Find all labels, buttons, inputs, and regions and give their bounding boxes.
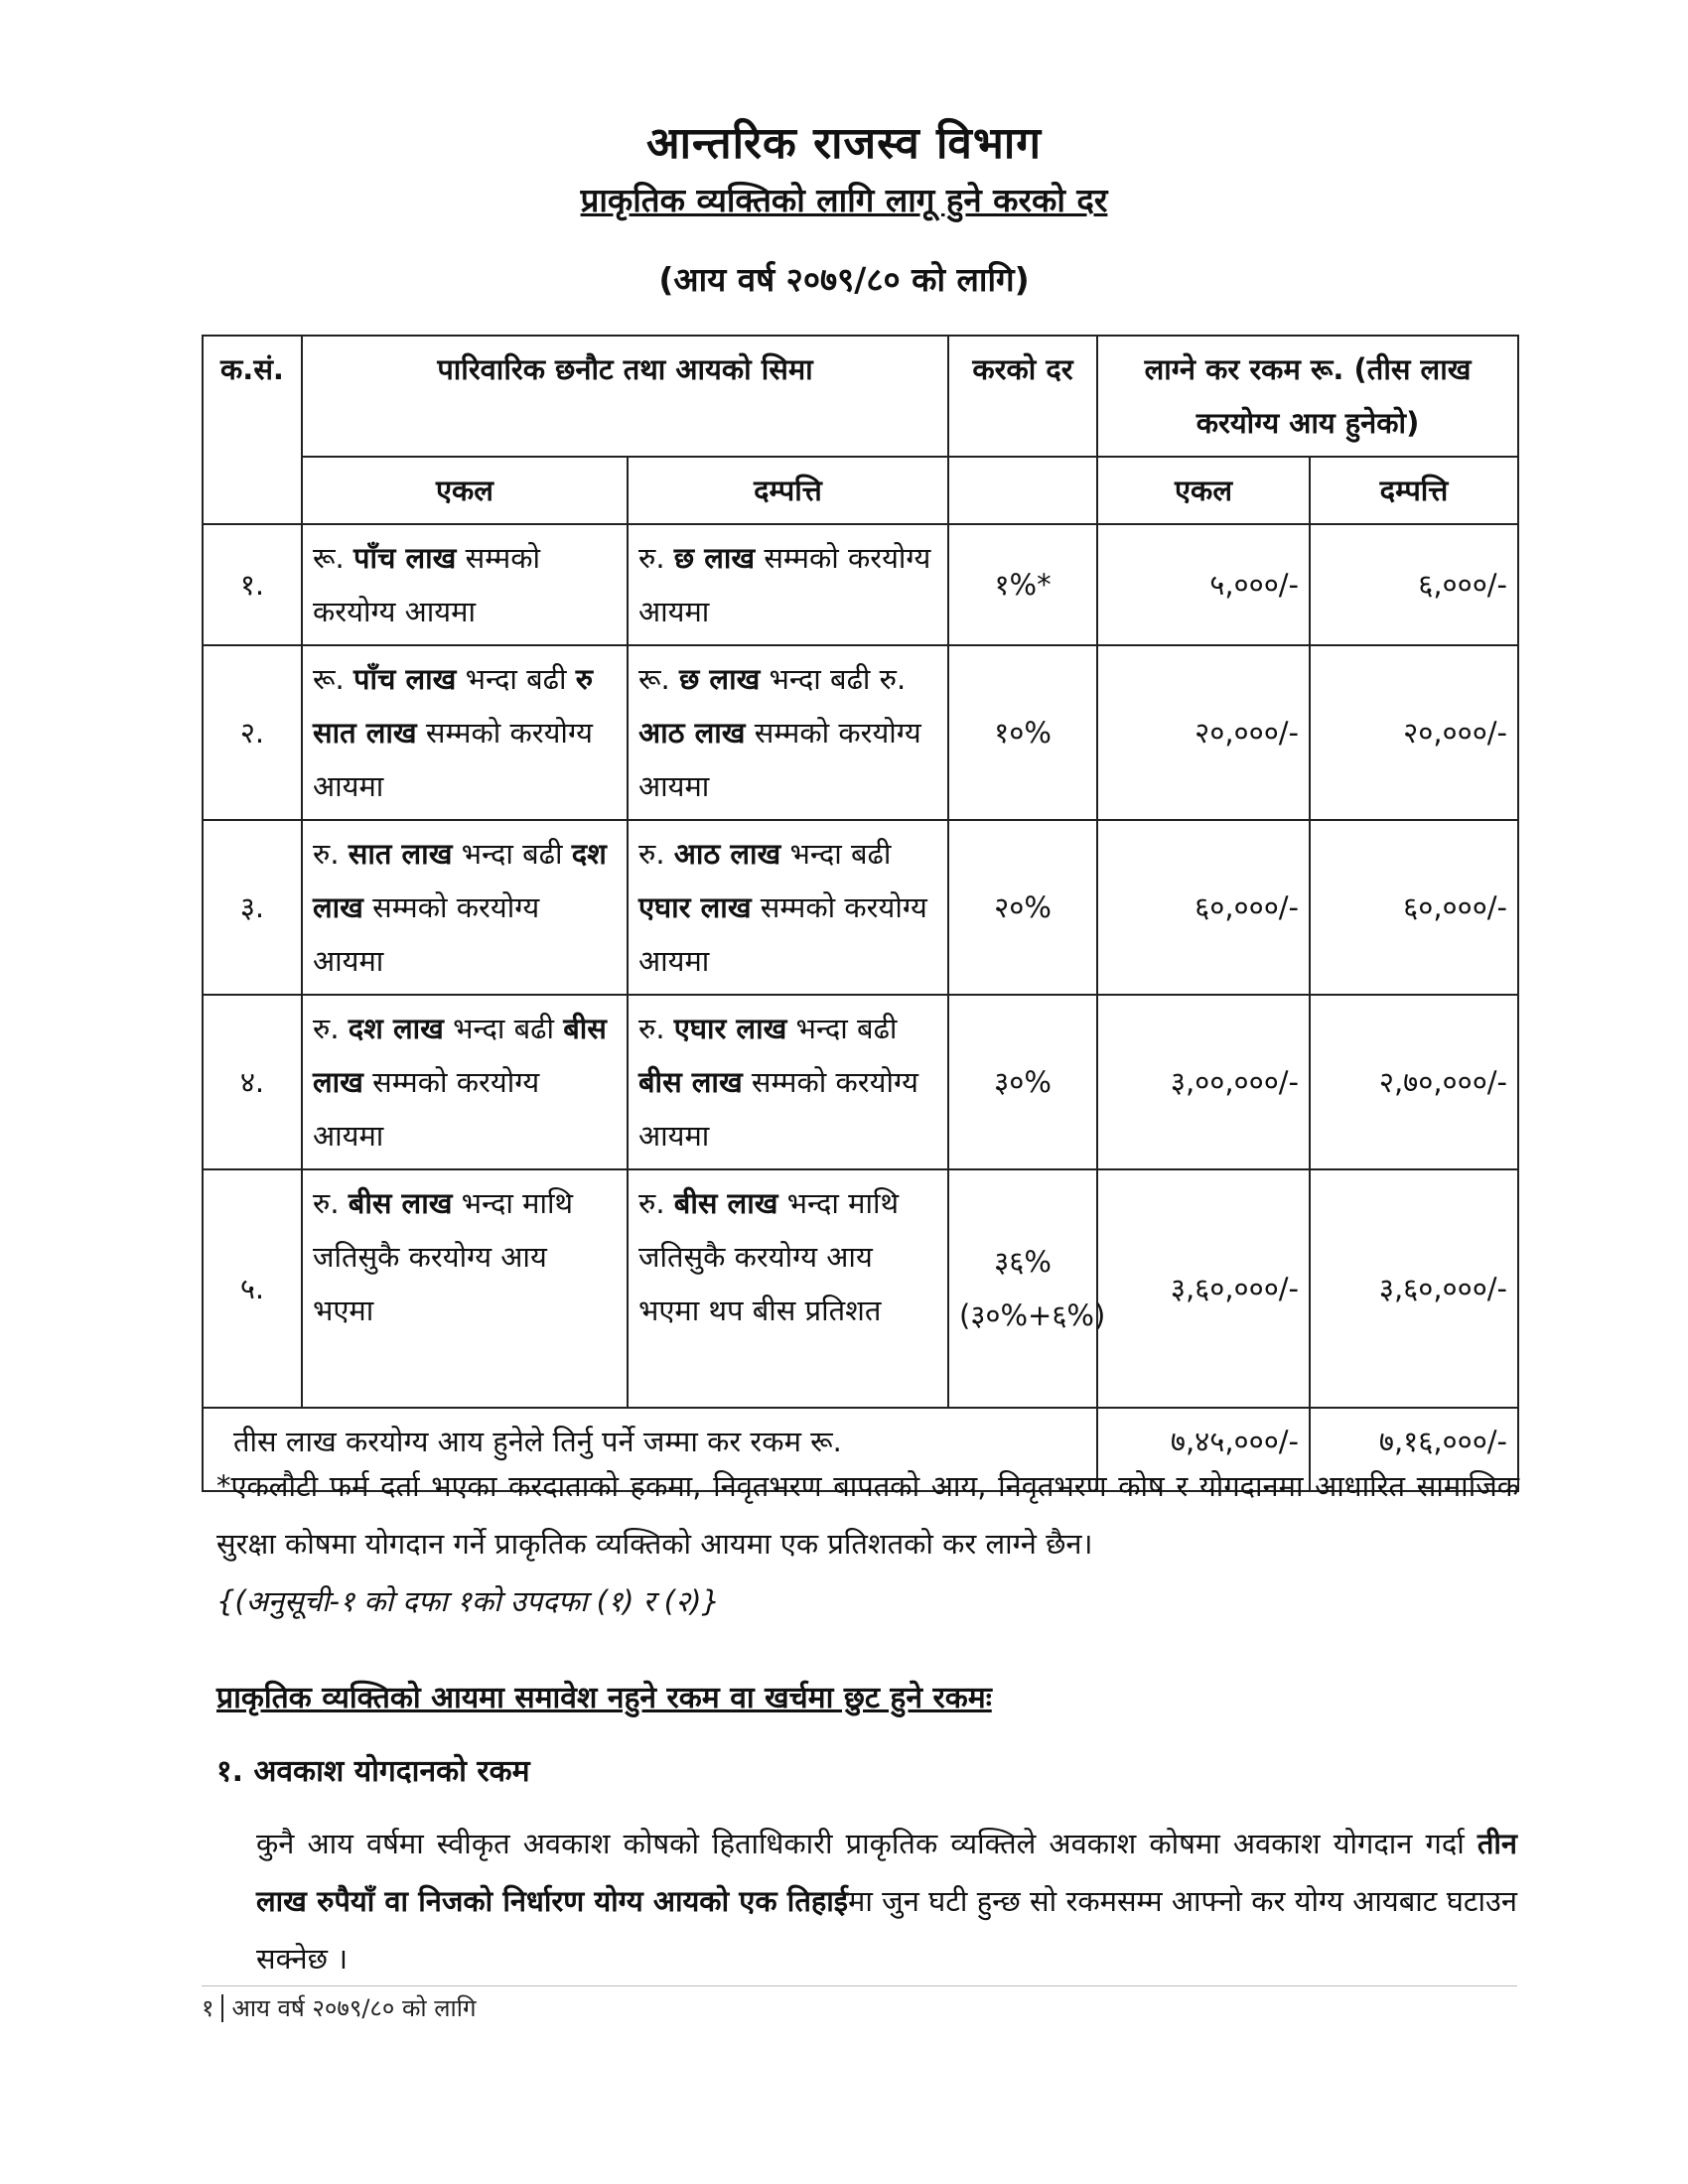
limit-text-fragment: पाँच लाख <box>352 662 457 696</box>
row-amount-single: ३,६०,०००/- <box>1097 1169 1310 1408</box>
tax-table-body <box>203 524 1518 1408</box>
fiscal-year-line: (आय वर्ष २०७९/८० को लागि) <box>658 260 1030 299</box>
limit-text-fragment: पाँच लाख <box>352 541 457 575</box>
row-amount-single: ५,०००/- <box>1097 524 1310 645</box>
limit-text-fragment: भन्दा बढी <box>456 662 576 696</box>
limit-text-fragment: रु. <box>313 837 349 871</box>
limit-text-fragment: सम्मको करयोग्य आयमा <box>638 890 927 978</box>
limit-text-fragment: दश लाख <box>348 1012 444 1045</box>
row-amount-couple: ६०,०००/- <box>1310 820 1518 995</box>
limit-text-fragment: भन्दा बढी <box>452 837 572 871</box>
row-limit-couple <box>628 995 948 1169</box>
row-limit-single <box>302 524 628 645</box>
item-heading: १. अवकाश योगदानको रकम <box>216 1754 530 1789</box>
limit-text-fragment: भन्दा माथि जतिसुकै करयोग्य आय भएमा थप बीस प्रतिशत <box>638 1186 900 1327</box>
limit-text-fragment: रु. <box>313 1012 349 1045</box>
row-amount-single: ६०,०००/- <box>1097 820 1310 995</box>
row-amount-single: ३,००,०००/- <box>1097 995 1310 1169</box>
limit-text-fragment: भन्दा बढी <box>780 837 892 871</box>
limit-text-fragment: सम्मको करयोग्य आयमा <box>638 716 921 803</box>
row-amount-couple: ६,०००/- <box>1310 524 1518 645</box>
table-row <box>203 1169 1518 1408</box>
item-text-part-1: कुनै आय वर्षमा स्वीकृत अवकाश कोषको हिताधिकारी प्राकृतिक व्यक्तिले अवकाश कोषमा अवकाश योगदान गर्दा <box>256 1827 1477 1860</box>
limit-text-fragment: रु. <box>638 1186 674 1220</box>
limit-text-fragment: सम्मको करयोग्य आयमा <box>313 1065 540 1153</box>
limit-text-fragment: भन्दा बढी <box>443 1012 564 1045</box>
row-amount-couple: ३,६०,०००/- <box>1310 1169 1518 1408</box>
subheader-couple-amount: दम्पत्ति <box>1310 457 1518 524</box>
limit-text-fragment: रू. <box>313 662 353 696</box>
footnote-text: *एकलौटी फर्म दर्ता भएका करदाताको हकमा, निवृतभरण बापतको आय, निवृतभरण कोष र योगदानमा आधारित सामाजिक सुरक्षा कोषमा योगदान गर्ने प्राकृतिक व्यक्तिको आयमा एक प्रतिशतको कर लाग्ने छैन। <box>216 1469 1519 1561</box>
limit-text-fragment: रु. <box>638 1012 674 1045</box>
table-row <box>203 995 1518 1169</box>
limit-text-fragment: भन्दा बढी रु. <box>760 662 907 696</box>
limit-text-fragment: आठ लाख <box>638 716 746 750</box>
row-serial: ४. <box>203 995 302 1169</box>
section-heading: प्राकृतिक व्यक्तिको आयमा समावेश नहुने रकम वा खर्चमा छुट हुने रकमः <box>216 1681 992 1715</box>
footer-divider <box>202 1985 1517 1986</box>
header-limit: पारिवारिक छनौट तथा आयको सिमा <box>302 336 948 457</box>
row-serial: १. <box>203 524 302 645</box>
total-label: तीस लाख करयोग्य आय हुनेले तिर्नु पर्ने जम्मा कर रकम रू. <box>203 1408 1097 1491</box>
limit-text-fragment: रू. <box>638 662 679 696</box>
table-row <box>203 645 1518 820</box>
limit-text-fragment: सम्मको करयोग्य आयमा <box>638 541 931 628</box>
limit-text-fragment: सात लाख <box>348 837 453 871</box>
row-limit-single <box>302 645 628 820</box>
row-limit-couple <box>628 1169 948 1408</box>
item-text-bold: तीन लाख रुपैयाँ वा निजको निर्धारण योग्य आयको एक तिहाई <box>256 1827 1517 1918</box>
limit-text-fragment: बीस लाख <box>673 1186 778 1220</box>
limit-text-fragment: सम्मको करयोग्य आयमा <box>313 716 593 803</box>
item-paragraph <box>256 1815 1517 1987</box>
limit-text-fragment: सम्मको करयोग्य आयमा <box>313 541 540 628</box>
tax-rate-table <box>202 335 1519 1492</box>
header-serial: क.सं. <box>203 336 302 524</box>
limit-text-fragment: एघार लाख <box>638 890 752 924</box>
row-rate: २०% <box>948 820 1097 995</box>
row-limit-couple <box>628 524 948 645</box>
header-amount: लाग्ने कर रकम रू. (तीस लाख करयोग्य आय हुनेको) <box>1097 336 1518 457</box>
total-single: ७,४५,०००/- <box>1097 1408 1310 1491</box>
row-amount-couple: २,७०,०००/- <box>1310 995 1518 1169</box>
limit-text-fragment: एघार लाख <box>673 1012 787 1045</box>
row-limit-single <box>302 820 628 995</box>
limit-text-fragment: सम्मको करयोग्य आयमा <box>313 890 540 978</box>
row-amount-couple: २०,०००/- <box>1310 645 1518 820</box>
row-serial: २. <box>203 645 302 820</box>
item-text-part-2: मा जुन घटी हुन्छ सो रकमसम्म आफ्नो कर योग्य आयबाट घटाउन सक्नेछ । <box>256 1884 1517 1976</box>
limit-text-fragment: आठ लाख <box>673 837 781 871</box>
limit-text-fragment: बीस लाख <box>638 1065 743 1099</box>
row-amount-single: २०,०००/- <box>1097 645 1310 820</box>
limit-text-fragment: बीस लाख <box>348 1186 453 1220</box>
limit-text-fragment: भन्दा माथि जतिसुकै करयोग्य आय भएमा <box>313 1186 574 1327</box>
limit-text-fragment: रु सात लाख <box>313 662 594 750</box>
footnote-citation: {(अनुसूची-१ को दफा १को उपदफा (१) र (२)} <box>216 1584 720 1618</box>
row-limit-couple <box>628 820 948 995</box>
limit-text-fragment: सम्मको करयोग्य आयमा <box>638 1065 918 1153</box>
limit-text-fragment: रू. <box>313 541 353 575</box>
limit-text-fragment: रु. <box>313 1186 349 1220</box>
footer-page-number: १ <box>202 1994 223 2022</box>
subheader-single-amount: एकल <box>1097 457 1310 524</box>
footnote <box>216 1457 1519 1630</box>
limit-text-fragment: भन्दा बढी <box>786 1012 898 1045</box>
limit-text-fragment: छ लाख <box>673 541 756 575</box>
limit-text-fragment: छ लाख <box>678 662 761 696</box>
limit-text-fragment: दश लाख <box>313 837 607 924</box>
total-couple: ७,१६,०००/- <box>1310 1408 1518 1491</box>
row-serial: ५. <box>203 1169 302 1408</box>
limit-text-fragment: रु. <box>638 837 674 871</box>
page-footer <box>202 1991 477 2024</box>
page-title: आन्तरिक राजस्व विभाग <box>646 118 1042 169</box>
header-rate: करको दर <box>948 336 1097 457</box>
table-row <box>203 820 1518 995</box>
subheader-couple: दम्पत्ति <box>628 457 948 524</box>
row-rate: १०% <box>948 645 1097 820</box>
limit-text-fragment: बीस लाख <box>313 1012 607 1099</box>
row-rate: १%* <box>948 524 1097 645</box>
table-row <box>203 524 1518 645</box>
subheader-rate-empty <box>948 457 1097 524</box>
row-rate: ३६% (३०%+६%) <box>948 1169 1097 1408</box>
row-serial: ३. <box>203 820 302 995</box>
page-subtitle: प्राकृतिक व्यक्तिको लागि लागू हुने करको दर <box>580 181 1108 219</box>
subheader-single: एकल <box>302 457 628 524</box>
row-limit-couple <box>628 645 948 820</box>
row-limit-single <box>302 1169 628 1408</box>
row-rate: ३०% <box>948 995 1097 1169</box>
footer-text: आय वर्ष २०७९/८० को लागि <box>231 1994 477 2022</box>
row-limit-single <box>302 995 628 1169</box>
limit-text-fragment: रु. <box>638 541 674 575</box>
